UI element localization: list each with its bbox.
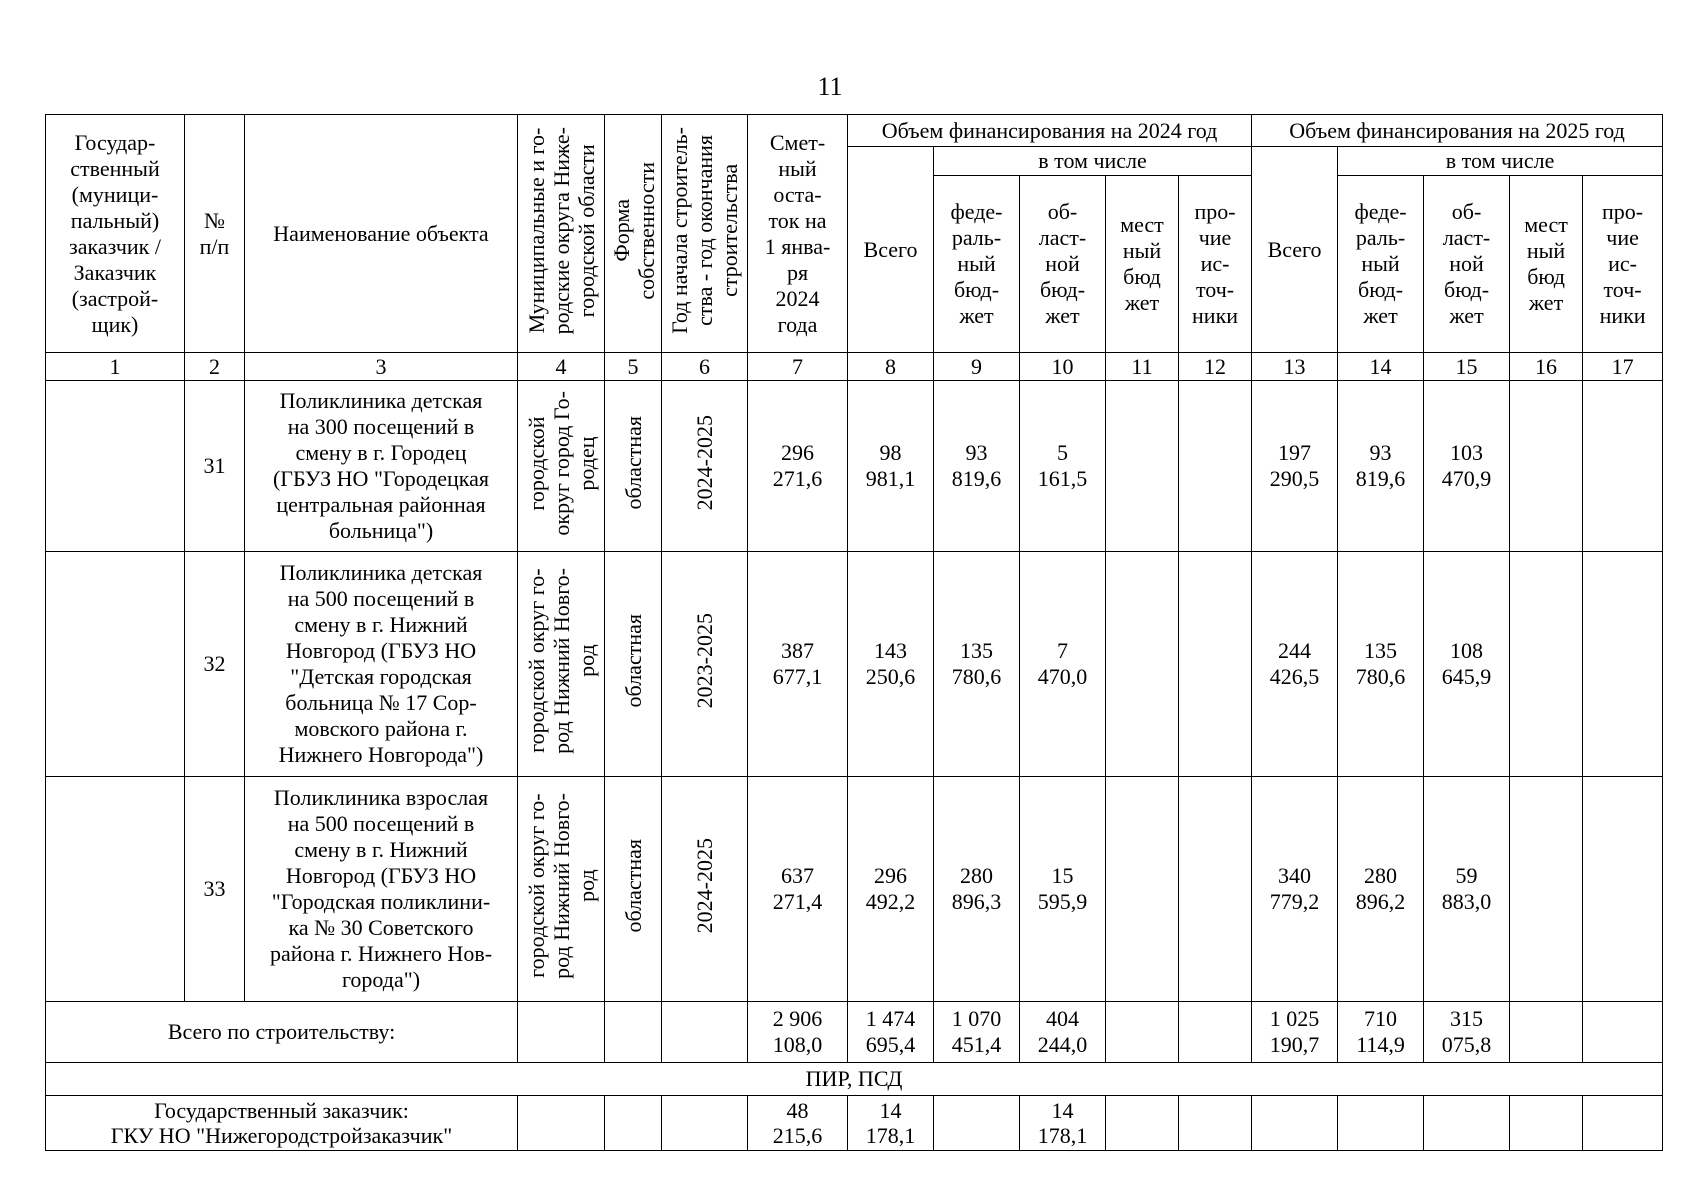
regional-2024-cell: 7 470,0 xyxy=(1020,552,1106,777)
table-row xyxy=(46,381,1663,552)
ownership-cell: областная xyxy=(605,381,662,552)
local-2024-cell xyxy=(1106,777,1179,1002)
header-other-2024: про- чие ис- точ- ники xyxy=(1179,176,1252,353)
federal-2024-cell: 93 819,6 xyxy=(934,381,1020,552)
federal-2024-cell: 280 896,3 xyxy=(934,777,1020,1002)
header-fin-2024: Объем финансирования на 2024 год xyxy=(848,115,1252,147)
total-2024-cell: 296 492,2 xyxy=(848,777,934,1002)
total-2024-sum: 1 474 695,4 xyxy=(848,1002,934,1063)
total-label: Всего по строительству: xyxy=(46,1002,518,1063)
other-2025-cell xyxy=(1583,552,1663,777)
header-total-2025: Всего xyxy=(1252,147,1338,353)
header-object-name: Наименование объекта xyxy=(245,115,518,353)
empty-cell xyxy=(1338,1096,1424,1151)
column-number: 7 xyxy=(748,353,848,381)
column-number: 16 xyxy=(1510,353,1583,381)
header-regional-2024: об- ласт- ной бюд- жет xyxy=(1020,176,1106,353)
customer-label: Государственный заказчик: ГКУ НО "Нижегородстройзаказчик" xyxy=(46,1096,518,1151)
empty-cell xyxy=(662,1096,748,1151)
municipality-cell: городской округ город Го- родец xyxy=(518,381,605,552)
empty-cell xyxy=(1583,1096,1663,1151)
column-number: 1 xyxy=(46,353,185,381)
header-number: № п/п xyxy=(185,115,245,353)
column-number: 4 xyxy=(518,353,605,381)
section-title: ПИР, ПСД xyxy=(46,1063,1663,1096)
federal-2024-cell: 135 780,6 xyxy=(934,552,1020,777)
column-number: 14 xyxy=(1338,353,1424,381)
header-total-2024: Всего xyxy=(848,147,934,353)
table-row xyxy=(46,777,1663,1002)
column-number: 11 xyxy=(1106,353,1179,381)
total-2024-cell: 98 981,1 xyxy=(848,381,934,552)
empty-cell xyxy=(934,1096,1020,1151)
regional-2024-cell: 15 595,9 xyxy=(1020,777,1106,1002)
regional-2025-cell: 59 883,0 xyxy=(1424,777,1510,1002)
ownership-cell: областная xyxy=(605,552,662,777)
other-2024-cell xyxy=(1179,777,1252,1002)
local-2025-cell xyxy=(1510,381,1583,552)
years-cell: 2024-2025 xyxy=(662,381,748,552)
local-2024-cell xyxy=(1106,381,1179,552)
header-row-1 xyxy=(46,115,1663,147)
regional-2025-cell: 103 470,9 xyxy=(1424,381,1510,552)
regional-2025-cell: 108 645,9 xyxy=(1424,552,1510,777)
estimate-cell: 387 677,1 xyxy=(748,552,848,777)
column-number: 3 xyxy=(245,353,518,381)
other-2024-cell xyxy=(1179,381,1252,552)
header-including-2024: в том числе xyxy=(934,147,1252,176)
row-number: 32 xyxy=(185,552,245,777)
empty-cell xyxy=(1510,1096,1583,1151)
empty-cell xyxy=(1179,1096,1252,1151)
customer-total-2024: 14 178,1 xyxy=(848,1096,934,1151)
header-regional-2025: об- ласт- ной бюд- жет xyxy=(1424,176,1510,353)
total-2025-sum: 1 025 190,7 xyxy=(1252,1002,1338,1063)
column-number: 2 xyxy=(185,353,245,381)
column-numbers-row xyxy=(46,353,1663,381)
customer-estimate: 48 215,6 xyxy=(748,1096,848,1151)
estimate-cell: 296 271,6 xyxy=(748,381,848,552)
header-years: Год начала строитель- ства - год окончания строительства xyxy=(662,115,748,353)
empty-cell xyxy=(518,1002,605,1063)
empty-cell xyxy=(1510,1002,1583,1063)
column-number: 12 xyxy=(1179,353,1252,381)
column-number: 8 xyxy=(848,353,934,381)
header-municipality: Муниципальные и го- родские округа Ниже- городской области xyxy=(518,115,605,353)
header-other-2025: про- чие ис- точ- ники xyxy=(1583,176,1663,353)
years-cell: 2023-2025 xyxy=(662,552,748,777)
local-2025-cell xyxy=(1510,552,1583,777)
column-number: 6 xyxy=(662,353,748,381)
customer-cell xyxy=(46,552,185,777)
column-number: 17 xyxy=(1583,353,1663,381)
column-number: 5 xyxy=(605,353,662,381)
local-2024-cell xyxy=(1106,552,1179,777)
other-2024-cell xyxy=(1179,552,1252,777)
header-estimate: Смет- ный оста- ток на 1 янва- ря 2024 года xyxy=(748,115,848,353)
table-row xyxy=(46,552,1663,777)
empty-cell xyxy=(1252,1096,1338,1151)
total-regional-2024: 404 244,0 xyxy=(1020,1002,1106,1063)
empty-cell xyxy=(1424,1096,1510,1151)
federal-2025-cell: 135 780,6 xyxy=(1338,552,1424,777)
header-including-2025: в том числе xyxy=(1338,147,1663,176)
header-fin-2025: Объем финансирования на 2025 год xyxy=(1252,115,1663,147)
ownership-cell: областная xyxy=(605,777,662,1002)
investment-table xyxy=(45,114,1663,1151)
estimate-cell: 637 271,4 xyxy=(748,777,848,1002)
customer-cell xyxy=(46,777,185,1002)
customer-cell xyxy=(46,381,185,552)
column-number: 10 xyxy=(1020,353,1106,381)
total-row xyxy=(46,1002,1663,1063)
empty-cell xyxy=(662,1002,748,1063)
header-federal-2024: феде- раль- ный бюд- жет xyxy=(934,176,1020,353)
customer-row xyxy=(46,1096,1663,1151)
municipality-cell: городской округ го- род Нижний Новго- род xyxy=(518,777,605,1002)
total-2025-cell: 340 779,2 xyxy=(1252,777,1338,1002)
header-customer: Государ- ственный (муници- пальный) заказчик / Заказчик (застрой- щик) xyxy=(46,115,185,353)
empty-cell xyxy=(1179,1002,1252,1063)
section-row xyxy=(46,1063,1663,1096)
empty-cell xyxy=(1583,1002,1663,1063)
local-2025-cell xyxy=(1510,777,1583,1002)
regional-2024-cell: 5 161,5 xyxy=(1020,381,1106,552)
federal-2025-cell: 280 896,2 xyxy=(1338,777,1424,1002)
row-number: 33 xyxy=(185,777,245,1002)
empty-cell xyxy=(1106,1096,1179,1151)
header-local-2024: мест ный бюд жет xyxy=(1106,176,1179,353)
empty-cell xyxy=(518,1096,605,1151)
total-federal-2024: 1 070 451,4 xyxy=(934,1002,1020,1063)
column-number: 15 xyxy=(1424,353,1510,381)
header-local-2025: мест ный бюд жет xyxy=(1510,176,1583,353)
column-number: 13 xyxy=(1252,353,1338,381)
header-federal-2025: феде- раль- ный бюд- жет xyxy=(1338,176,1424,353)
page-number: 11 xyxy=(817,72,843,101)
object-name: Поликлиника взрослая на 500 посещений в смену в г. Нижний Новгород (ГБУЗ НО "Городская поликлини- ка № 30 Советского района г. Нижнего Нов- города") xyxy=(245,777,518,1002)
empty-cell xyxy=(605,1096,662,1151)
federal-2025-cell: 93 819,6 xyxy=(1338,381,1424,552)
total-2024-cell: 143 250,6 xyxy=(848,552,934,777)
column-number: 9 xyxy=(934,353,1020,381)
total-2025-cell: 244 426,5 xyxy=(1252,552,1338,777)
customer-regional-2024: 14 178,1 xyxy=(1020,1096,1106,1151)
object-name: Поликлиника детская на 500 посещений в смену в г. Нижний Новгород (ГБУЗ НО "Детская городская больница № 17 Сор- мовского района г. Нижнего Новгорода") xyxy=(245,552,518,777)
total-estimate: 2 906 108,0 xyxy=(748,1002,848,1063)
header-ownership: Форма собственности xyxy=(605,115,662,353)
object-name: Поликлиника детская на 300 посещений в смену в г. Городец (ГБУЗ НО "Городецкая центральная районная больница") xyxy=(245,381,518,552)
municipality-cell: городской округ го- род Нижний Новго- род xyxy=(518,552,605,777)
empty-cell xyxy=(1106,1002,1179,1063)
total-federal-2025: 710 114,9 xyxy=(1338,1002,1424,1063)
years-cell: 2024-2025 xyxy=(662,777,748,1002)
total-2025-cell: 197 290,5 xyxy=(1252,381,1338,552)
other-2025-cell xyxy=(1583,777,1663,1002)
other-2025-cell xyxy=(1583,381,1663,552)
row-number: 31 xyxy=(185,381,245,552)
total-regional-2025: 315 075,8 xyxy=(1424,1002,1510,1063)
empty-cell xyxy=(605,1002,662,1063)
